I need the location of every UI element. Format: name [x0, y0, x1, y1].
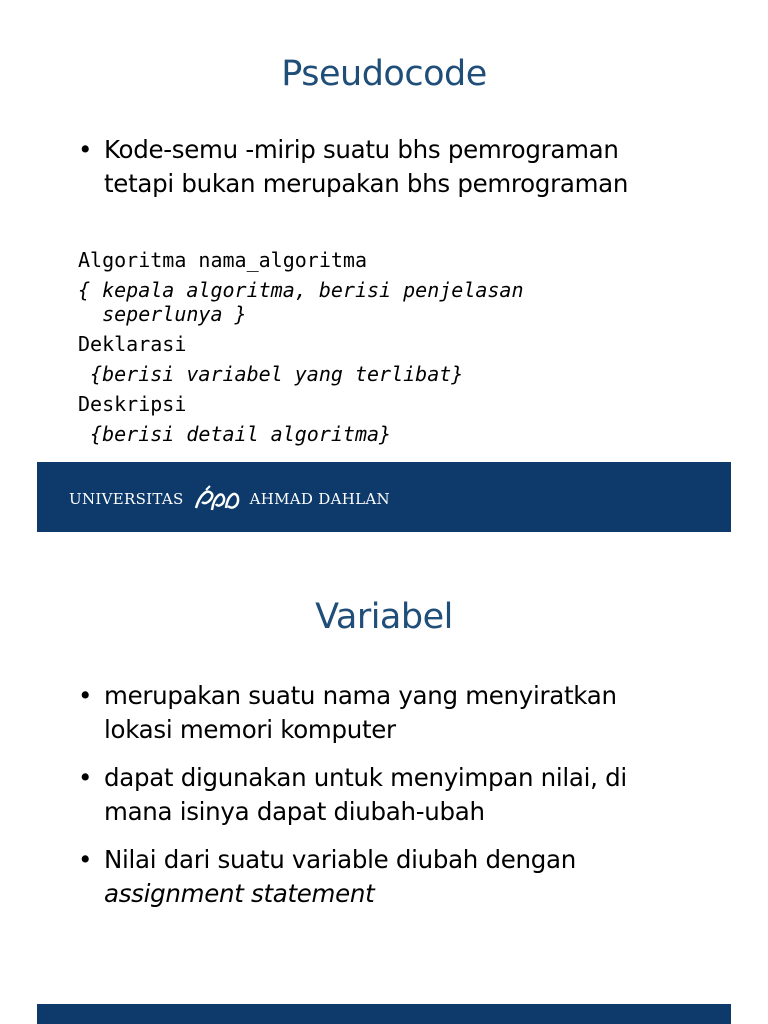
- slide1-title: Pseudocode: [281, 54, 487, 94]
- code-line: { kepala algoritma, berisi penjelasan: [78, 278, 524, 302]
- slide2-bullet: • dapat digunakan untuk menyimpan nilai, di mana isinya dapat diubah-ubah: [78, 761, 678, 829]
- slide2-title: Variabel: [315, 597, 453, 637]
- banner-right-text: AHMAD DAHLAN: [249, 490, 390, 508]
- bullet3-plain-text: Nilai dari suatu variable diubah dengan: [104, 845, 576, 874]
- banner-left-text: UNIVERSITAS: [69, 490, 184, 508]
- code-line: Algoritma nama_algoritma: [78, 248, 367, 272]
- university-banner: [37, 462, 731, 532]
- uad-logo-icon: [192, 484, 242, 514]
- slide2-bullet: • merupakan suatu nama yang menyiratkan lokasi memori komputer: [78, 679, 678, 747]
- code-line: {berisi variabel yang terlibat}: [78, 362, 464, 386]
- code-line: Deskripsi: [78, 392, 187, 416]
- bullet3-italic-text: assignment statement: [104, 879, 375, 908]
- code-line: Deklarasi: [78, 332, 187, 356]
- banner-text: [69, 484, 390, 514]
- code-line: {berisi detail algoritma}: [78, 422, 392, 446]
- university-banner-bottom: [37, 1004, 731, 1024]
- code-line: seperlunya }: [78, 302, 247, 326]
- slide1-bullet: • Kode-semu -mirip suatu bhs pemrograman tetapi bukan merupakan bhs pemrograman: [78, 133, 678, 201]
- slide2-bullet-list: [78, 679, 678, 911]
- slide2-bullet: [78, 843, 678, 911]
- slide1-bullet-list: [78, 133, 678, 201]
- slide1-code-block: [78, 248, 524, 446]
